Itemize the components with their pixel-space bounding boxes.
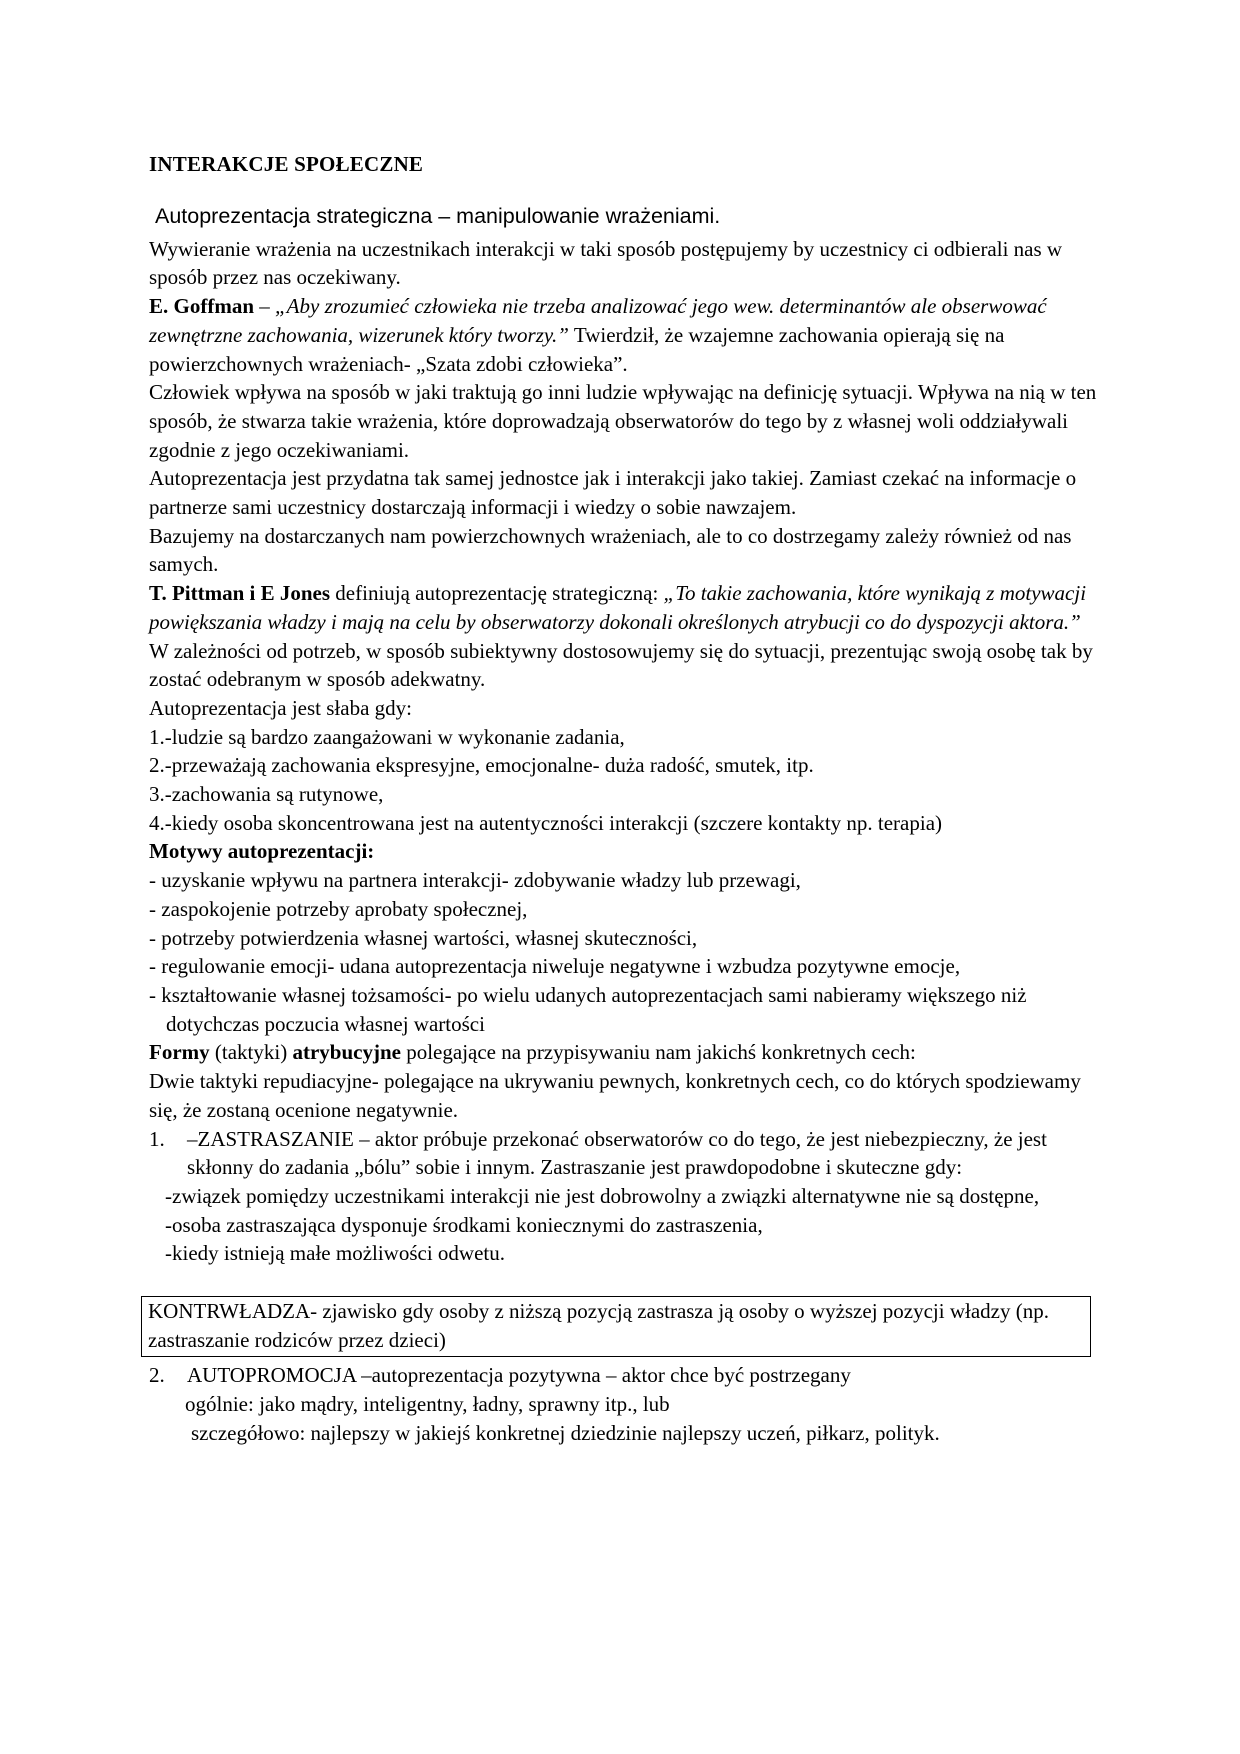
item-text: AUTOPROMOCJA –autoprezentacja pozytywna – aktor chce być postrzegany [187, 1363, 851, 1388]
influence-paragraph: Człowiek wpływa na sposób w jaki traktują go inni ludzie wpływając na definicję sytuacji. Wpływa na nią w ten sposób, że stwarza takie wrażenia, które doprowadzają obserwatorów do tego by z własnej woli oddziaływali zgodnie z jego oczekiwaniami. [149, 380, 1097, 462]
needs-paragraph: W zależności od potrzeb, w sposób subiektywny dostosowujemy się do sytuacji, prezentując swoją osobę tak by zostać odebranym w sposób adekwatny. [149, 638, 1093, 692]
condition-item: -kiedy istnieją małe możliwości odwetu. [165, 1241, 505, 1266]
list-item: - zaspokojenie potrzeby aprobaty społecznej, [149, 896, 528, 921]
pittman-name: T. Pittman i E Jones [149, 581, 331, 606]
condition-item: -związek pomiędzy uczestnikami interakcji nie jest dobrowolny a związki alternatywne nie są dostępne, [165, 1183, 1040, 1208]
section-heading: Autoprezentacja strategiczna – manipulowanie wrażeniami. [155, 203, 721, 228]
document-title: INTERAKCJE SPOŁECZNE [149, 152, 424, 176]
list-item: 2.-przeważają zachowania ekspresyjne, emocjonalne- duża radość, smutek, itp. [149, 753, 814, 778]
forms-bold-2: atrybucyjne [292, 1040, 401, 1065]
weak-list [149, 723, 1109, 838]
list-item: - regulowanie emocji- udana autoprezentacja niweluje negatywne i wzbudza pozytywne emocje, [149, 954, 961, 979]
forms-paragraph [149, 1038, 1109, 1067]
list-item: - kształtowanie własnej tożsamości- po wielu udanych autoprezentacjach sami nabieramy większego niż dotychczas poczucia własnej wartości [149, 982, 1027, 1036]
repudiation-paragraph: Dwie taktyki repudiacyjne- polegające na ukrywaniu pewnych, konkretnych cech, co do których spodziewamy się, że zostaną ocenione negatywnie. [149, 1069, 1081, 1122]
goffman-quote: „Aby zrozumieć człowieka nie trzeba analizować jego wew. determinantów ale obserwować zewnętrzne zachowania, wizerunek który tworzy.” [149, 294, 1047, 347]
list-item: 1.-ludzie są bardzo zaangażowani w wykonanie zadania, [149, 724, 625, 749]
forms-text-2: polegające na przypisywaniu nam jakichś konkretnych cech: [400, 1040, 916, 1065]
condition-item: -osoba zastraszająca dysponuje środkami koniecznymi do zastraszenia, [165, 1212, 763, 1237]
item-line: ogólnie: jako mądry, inteligentny, ładny, sprawny itp., lub [185, 1392, 670, 1417]
item-line: szczegółowo: najlepszy w jakiejś konkretnej dziedzinie najlepszy uczeń, piłkarz, polityk. [191, 1420, 940, 1445]
numbered-item-1 [149, 1125, 1109, 1182]
pittman-lead: definiują autoprezentację strategiczną: [330, 581, 664, 606]
item-text: –ZASTRASZANIE – aktor próbuje przekonać obserwatorów co do tego, że jest niebezpieczny, że jest skłonny do zadania „bólu” sobie i innym. Zastraszanie jest prawdopodobne i skuteczne gdy: [187, 1126, 1047, 1180]
list-item: - uzyskanie wpływu na partnera interakcji- zdobywanie władzy lub przewagi, [149, 868, 801, 893]
forms-bold-1: Formy [149, 1040, 210, 1065]
document-page [149, 150, 1109, 1448]
definition-box: KONTRWŁADZA- zjawisko gdy osoby z niższą pozycją zastrasza ją osoby o wyższej pozycji władzy (np. zastraszanie rodziców przez dzieci) [141, 1296, 1091, 1357]
numbered-item-2 [149, 1361, 1109, 1390]
forms-text-1: (taktyki) [209, 1040, 293, 1065]
useful-paragraph: Autoprezentacja jest przydatna tak samej jednostce jak i interakcji jako takiej. Zamiast czekać na informacje o partnerze sami uczestnicy dostarczają informacji i wiedzy o sobie nawzajem. [149, 466, 1077, 520]
base-paragraph: Bazujemy na dostarczanych nam powierzchownych wrażeniach, ale to co dostrzegamy zależy również od nas samych. [149, 523, 1072, 577]
intro-paragraph: Wywieranie wrażenia na uczestnikach interakcji w taki sposób postępujemy by uczestnicy ci odbierali nas w sposób przez nas oczekiwany. [149, 236, 1063, 290]
list-item: - potrzeby potwierdzenia własnej wartości, własnej skuteczności, [149, 925, 698, 950]
pittman-paragraph [149, 579, 1109, 636]
motives-list [149, 866, 1109, 1038]
motives-heading: Motywy autoprezentacji: [149, 839, 375, 864]
weak-intro: Autoprezentacja jest słaba gdy: [149, 695, 412, 720]
list-item: 3.-zachowania są rutynowe, [149, 782, 384, 807]
list-item: 4.-kiedy osoba skoncentrowana jest na autentyczności interakcji (szczere kontakty np. terapia) [149, 810, 943, 835]
item-number: 1. [149, 1126, 165, 1151]
goffman-dash: – [254, 294, 275, 319]
item-number: 2. [149, 1363, 165, 1388]
goffman-rest: Twierdził, że wzajemne zachowania opierają się na powierzchownych wrażeniach- „Szata zdobi człowieka”. [149, 322, 1005, 376]
pittman-quote: „To takie zachowania, które wynikają z motywacji powiększania władzy i mają na celu by obserwatorzy dokonali określonych atrybucji co do dyspozycji aktora.” [149, 581, 1087, 634]
goffman-name: E. Goffman [149, 294, 254, 319]
goffman-paragraph [149, 292, 1109, 378]
